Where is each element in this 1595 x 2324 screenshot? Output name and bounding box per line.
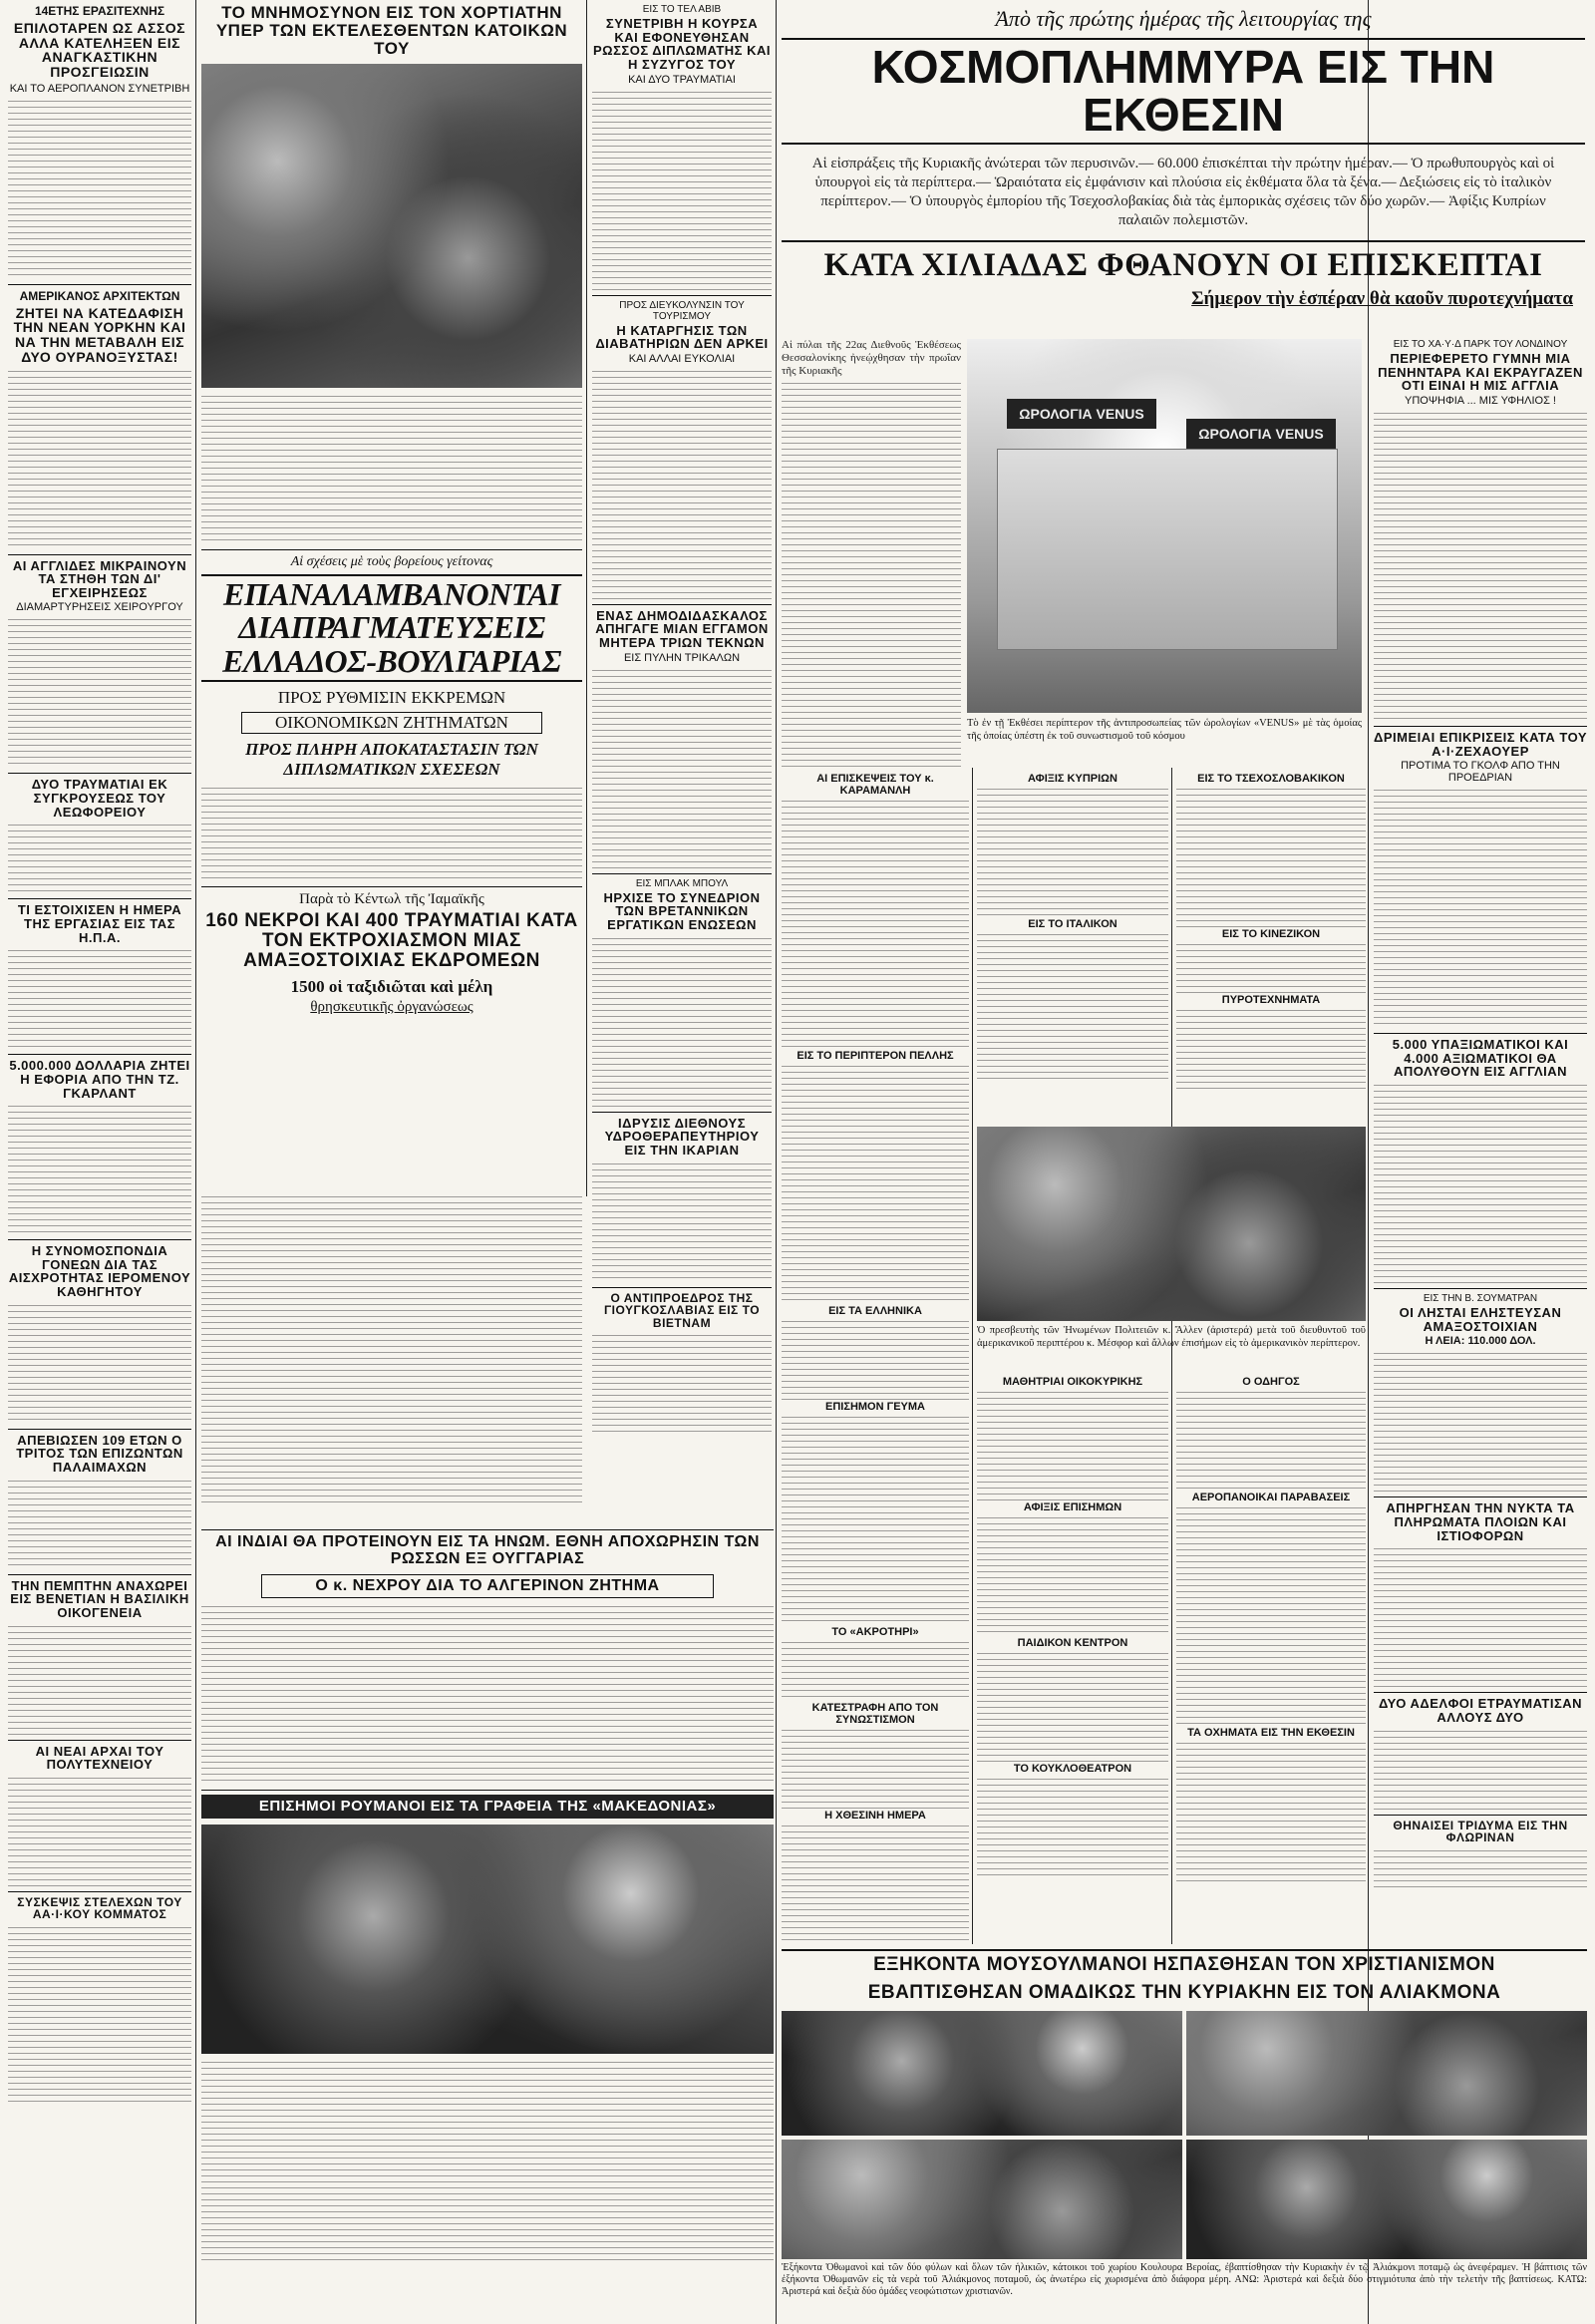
article-body	[592, 670, 772, 869]
baptism-photo	[782, 2011, 1182, 2136]
article-body	[8, 371, 191, 550]
article-body	[201, 1196, 582, 1505]
story-subheadline: ΠΡΟΣ ΡΥΘΜΙΣΙΝ ΕΚΚΡΕΜΩΝ	[277, 688, 506, 708]
venus-pavilion-photo	[967, 339, 1362, 713]
story-subheadline: ΕΙΣ ΠΥΛΗΝ ΤΡΙΚΑΛΩΝ	[623, 651, 741, 664]
story-headline: ΣΥΝΕΤΡΙΒΗ Η ΚΟΥΡΣΑ ΚΑΙ ΕΦΟΝΕΥΘΗΣΑΝ ΡΩΣΣΟΣ ΔΙΠΛΩΜΑΤΗΣ ΚΑΙ Η ΣΥΖΥΓΟΣ ΤΟΥ	[593, 16, 771, 72]
section-header: ΕΙΣ ΤΑ ΕΛΛΗΝΙΚΑ	[828, 1305, 922, 1317]
article-body	[1374, 413, 1587, 722]
article-body	[8, 1626, 191, 1736]
jamaica-body	[201, 1196, 582, 1515]
section-header: ΕΙΣ ΤΟ ΠΕΡΙΠΤΕΡΟΝ ΠΕΛΛΗΣ	[797, 1050, 954, 1062]
article-body	[201, 396, 582, 545]
lead-text: Αἱ πύλαι τῆς 22ας Διεθνοῦς Ἐκθέσεως Θεσσαλονίκης ἠνεῴχθησαν τὴν πρωΐαν τῆς Κυριακῆς	[782, 339, 961, 378]
story-headline: 5.000 ΥΠΑΞΙΩΜΑΤΙΚΟΙ ΚΑΙ 4.000 ΑΞΙΩΜΑΤΙΚΟΙ ΘΑ ΑΠΟΛΥΘΟΥΝ ΕΙΣ ΑΓΓΛΙΑΝ	[1392, 1037, 1569, 1080]
ambassador-photo-block	[977, 1127, 1366, 1366]
article-body	[592, 1335, 772, 1435]
story-subheadline: ΔΙΑΜΑΡΤΥΡΗΣΕΙΣ ΧΕΙΡΟΥΡΓΟΥ	[16, 601, 183, 614]
story-subheadline: ΠΡΟΣ ΠΛΗΡΗ ΑΠΟΚΑΤΑΣΤΑΣΙΝ ΤΩΝ ΔΙΠΛΩΜΑΤΙΚΩΝ ΣΧΕΣΕΩΝ	[245, 740, 538, 780]
story-subheadline: ΠΡΟΤΙΜΑ ΤΟ ΓΚΟΛΦ ΑΠΟ ΤΗΝ ΠΡΟΕΔΡΙΑΝ	[1401, 760, 1560, 785]
article-body	[782, 1642, 969, 1702]
section-header: ΤΟ «ΑΚΡΟΤΗΡΙ»	[831, 1626, 919, 1638]
photo-caption: Ἐξήκοντα Ὀθωμανοὶ καὶ τῶν δύο φύλων καὶ ὅλων τῶν ἡλικιῶν, κάτοικοι τοῦ χωρίου Κουλουρα Βεροίας, ἐβαπτίσθησαν τὴν Κυριακὴν ἐν τῷ Ἀλιάκμονι ποταμῷ ὡς ἀνεφέραμεν. Ἡ βάπτισις τῶν ἐξήκοντα Ὀθωμανῶν εἰς τὰ νερὰ τοῦ Ἀλιάκμονος ποταμοῦ, ὡς ἀνωτέρω εἰς χωρισμένα ἀπὸ διάφορα μέρη. ΑΝΩ: Ἀριστερά καὶ δεξιὰ δύο στιγμιότυπα ἀπὸ τὴν τελετὴν τῆς βαπτίσεως. ΚΑΤΩ: Ἀριστερά καὶ δεξιὰ δύο ὁμάδες νεοφώτιστων χριστιανῶν.	[782, 2261, 1587, 2297]
article-body	[8, 619, 191, 769]
story-headline: 5.000.000 ΔΟΛΛΑΡΙΑ ΖΗΤΕΙ Η ΕΦΟΡΙΑ ΑΠΟ ΤΗΝ ΤΖ. ΓΚΑΡΛΑΝΤ	[9, 1058, 190, 1101]
story-kicker: ΠΡΟΣ ΔΙΕΥΚΟΛΥΝΣΙΝ ΤΟΥ ΤΟΥΡΙΣΜΟΥ	[619, 299, 745, 322]
article-body	[1374, 1085, 1587, 1284]
story-subheadline: ΚΑΙ ΤΟ ΑΕΡΟΠΛΑΝΟΝ ΣΥΝΕΤΡΙΒΗ	[9, 82, 190, 95]
article-body	[592, 371, 772, 600]
story-headline: ΠΕΡΙΕΦΕΡΕΤΟ ΓΥΜΝΗ ΜΙΑ ΠΕΝΗΝΤΑΡΑ ΚΑΙ ΕΚΡΑΥΓΑΖΕΝ ΟΤΙ ΕΙΝΑΙ Η ΜΙΣ ΑΓΓΛΙΑ	[1378, 351, 1583, 394]
article-body	[8, 950, 191, 1050]
story-headline: ΣΥΣΚΕΨΙΣ ΣΤΕΛΕΧΩΝ ΤΟΥ ΑΑ·Ι·ΚΟΥ ΚΟΜΜΑΤΟΣ	[17, 1894, 182, 1922]
section-header: ΠΥΡΟΤΕΧΝΗΜΑΤΑ	[1221, 994, 1321, 1006]
second-column-top	[201, 4, 582, 1200]
baptism-photo	[1186, 2011, 1587, 2136]
baptism-photo	[1186, 2140, 1587, 2259]
story-headline: Η ΚΑΤΑΡΓΗΣΙΣ ΤΩΝ ΔΙΑΒΑΤΗΡΙΩΝ ΔΕΝ ΑΡΚΕΙ	[595, 322, 769, 352]
story-kicker: ΕΙΣ ΜΠΛΑΚ ΜΠΟΥΛ	[635, 877, 729, 889]
story-kicker: ΑΜΕΡΙΚΑΝΟΣ ΑΡΧΙΤΕΚΤΩΝ	[19, 288, 180, 303]
column-rule	[972, 768, 973, 1944]
story-subheadline: Η ΛΕΙΑ: 110.000 ΔΟΛ.	[1425, 1335, 1536, 1348]
section-header: ΜΑΘΗΤΡΙΑΙ ΟΙΚΟΚΥΡΙΚΗΣ	[1002, 1376, 1143, 1388]
venus-sign: ΩΡΟΛΟΓΙΑ VENUS	[1007, 399, 1156, 429]
article-body	[592, 92, 772, 291]
story-subheadline: ΟΙΚΟΝΟΜΙΚΩΝ ΖΗΤΗΜΑΤΩΝ	[241, 712, 542, 734]
section-header: ΑΦΙΞΙΣ ΕΠΙΣΗΜΩΝ	[1023, 1501, 1122, 1513]
article-body	[977, 789, 1168, 918]
story-kicker: ΕΙΣ ΤΟ ΧΑ·Υ·Δ ΠΑΡΚ ΤΟΥ ΛΟΝΔΙΝΟΥ	[1393, 339, 1568, 350]
section-header: ΑΕΡΟΠΑΝΟΙΚΑΙ ΠΑΡΑΒΑΣΕΙΣ	[1191, 1492, 1351, 1503]
section-header: ΕΙΣ ΤΟ ΙΤΑΛΙΚΟΝ	[1028, 918, 1117, 930]
article-body	[1374, 1548, 1587, 1688]
second-headline: ΚΑΤΑ ΧΙΛΙΑΔΑΣ ΦΘΑΝΟΥΝ ΟΙ ΕΠΙΣΚΕΠΤΑΙ	[823, 246, 1543, 283]
story-headline: ΤΟ ΜΝΗΜΟΣΥΝΟΝ ΕΙΣ ΤΟΝ ΧΟΡΤΙΑΤΗΝ ΥΠΕΡ ΤΩΝ ΕΚΤΕΛΕΣΘΕΝΤΩΝ ΚΑΤΟΙΚΩΝ ΤΟΥ	[215, 4, 568, 58]
article-body	[1374, 1850, 1587, 1890]
section-header: ΤΑ ΟΧΗΜΑΤΑ ΕΙΣ ΤΗΝ ΕΚΘΕΣΙΝ	[1187, 1727, 1355, 1739]
baptism-photo	[782, 2140, 1182, 2259]
left-column	[8, 4, 191, 2317]
article-body	[1176, 944, 1366, 994]
fair-column-2b	[977, 1376, 1168, 1944]
fair-column-3b	[1176, 1376, 1366, 1944]
article-body	[977, 1392, 1168, 1501]
main-kicker: Ἀπὸ τῆς πρώτης ἡμέρας τῆς λειτουργίας της	[995, 6, 1372, 31]
article-body	[8, 1481, 191, 1570]
article-body	[977, 934, 1168, 1084]
story-headline: ΟΙ ΛΗΣΤΑΙ ΕΛΗΣΤΕΥΣΑΝ ΑΜΑΞΟΣΤΟΙΧΙΑΝ	[1399, 1305, 1562, 1334]
right-column	[1374, 339, 1587, 1944]
story-headline: ΕΝΑΣ ΔΗΜΟΔΙΔΑΣΚΑΛΟΣ ΑΠΗΓΑΓΕ ΜΙΑΝ ΕΓΓΑΜΟΝ ΜΗΤΕΡΑ ΤΡΙΩΝ ΤΕΚΝΩΝ	[595, 607, 769, 651]
article-body	[1374, 1731, 1587, 1811]
article-body	[8, 1927, 191, 2107]
story-headline: ΤΗΝ ΠΕΜΠΤΗΝ ΑΝΑΧΩΡΕΙ ΕΙΣ ΒΕΝΕΤΙΑΝ Η ΒΑΣΙΛΙΚΗ ΟΙΚΟΓΕΝΕΙΑ	[10, 1577, 189, 1620]
article-body	[8, 1305, 191, 1425]
article-body	[977, 1517, 1168, 1637]
story-kicker: ΕΙΣ ΤΗΝ Β. ΣΟΥΜΑΤΡΑΝ	[1423, 1293, 1538, 1305]
story-subheadline: 1500 οἱ ταξιδιῶται καὶ μέλη	[290, 977, 493, 997]
second-column-bottom	[201, 1525, 774, 2313]
main-headline: ΕΠΑΝΑΛΑΜΒΑΝΟΝΤΑΙ ΔΙΑΠΡΑΓΜΑΤΕΥΣΕΙΣ ΕΛΛΑΔΟΣ-ΒΟΥΛΓΑΡΙΑΣ	[222, 575, 561, 679]
article-body	[782, 1321, 969, 1401]
story-headline: ΙΔΡΥΣΙΣ ΔΙΕΘΝΟΥΣ ΥΔΡΟΘΕΡΑΠΕΥΤΗΡΙΟΥ ΕΙΣ ΤΗΝ ΙΚΑΡΙΑΝ	[604, 1115, 760, 1158]
story-headline: ΑΠΕΒΙΩΣΕΝ 109 ΕΤΩΝ Ο ΤΡΙΤΟΣ ΤΩΝ ΕΠΙΖΩΝΤΩΝ ΠΑΛΑΙΜΑΧΩΝ	[16, 1432, 183, 1476]
article-body	[782, 383, 961, 768]
story-headline: ΕΒΑΠΤΙΣΘΗΣΑΝ ΟΜΑΔΙΚΩΣ ΤΗΝ ΚΥΡΙΑΚΗΝ ΕΙΣ ΤΟΝ ΑΛΙΑΚΜΟΝΑ	[867, 1981, 1501, 2003]
story-headline: ΕΠΙΛΟΤΑΡΕΝ ΩΣ ΑΣΣΟΣ ΑΛΛΑ ΚΑΤΕΛΗΞΕΝ ΕΙΣ ΑΝΑΓΚΑΣΤΙΚΗΝ ΠΡΟΣΓΕΙΩΣΙΝ	[13, 20, 186, 81]
story-kicker: ΕΙΣ ΤΟ ΤΕΛ ΑΒΙΒ	[642, 4, 722, 15]
lead-story	[782, 339, 961, 768]
romanian-visitors-photo	[201, 1825, 774, 2054]
story-headline: ΔΡΙΜΕΙΑΙ ΕΠΙΚΡΙΣΕΙΣ ΚΑΤΑ ΤΟΥ Α·Ι·ΖΕΧΑΟΥΕΡ	[1374, 729, 1587, 759]
article-body	[201, 2062, 774, 2261]
main-headline: 160 ΝΕΚΡΟΙ ΚΑΙ 400 ΤΡΑΥΜΑΤΙΑΙ ΚΑΤΑ ΤΟΝ ΕΚΤΡΟΧΙΑΣΜΟΝ ΜΙΑΣ ΑΜΑΞΟΣΤΟΙΧΙΑΣ ΕΚΔΡΟΜΕΩΝ	[205, 910, 578, 972]
venus-photo-block	[967, 339, 1362, 768]
fair-column-1	[782, 773, 969, 1944]
story-subheadline: ΚΑΙ ΔΥΟ ΤΡΑΥΜΑΤΙΑΙ	[628, 73, 736, 86]
section-header: ΕΠΙΣΗΜΟΝ ΓΕΥΜΑ	[825, 1401, 925, 1413]
column-rule	[195, 0, 196, 2324]
third-column	[592, 4, 772, 1519]
article-body	[592, 1163, 772, 1283]
section-header: ΑΙ ΕΠΙΣΚΕΨΕΙΣ ΤΟΥ κ. ΚΑΡΑΜΑΝΛΗ	[816, 773, 934, 797]
story-subheadline: θρησκευτικῆς ὀργανώσεως	[310, 999, 474, 1016]
column-rule	[776, 0, 777, 2324]
article-body	[1176, 1507, 1366, 1727]
section-header: ΑΦΙΞΙΣ ΚΥΠΡΙΩΝ	[1028, 773, 1117, 785]
story-headline: ΑΙ ΙΝΔΙΑΙ ΘΑ ΠΡΟΤΕΙΝΟΥΝ ΕΙΣ ΤΑ ΗΝΩΜ. ΕΘΝΗ ΑΠΟΧΩΡΗΣΙΝ ΤΩΝ ΡΩΣΣΩΝ ΕΞ ΟΥΓΓΑΡΙΑΣ	[215, 1533, 760, 1567]
story-headline: ΕΞΗΚΟΝΤΑ ΜΟΥΣΟΥΛΜΑΝΟΙ ΗΣΠΑΣΘΗΣΑΝ ΤΟΝ ΧΡΙΣΤΙΑΝΙΣΜΟΝ	[873, 1954, 1495, 1975]
article-body	[1374, 790, 1587, 1029]
story-subheadline: ΥΠΟΨΗΦΙΑ ... ΜΙΣ ΥΦΗΛΙΟΣ !	[1404, 394, 1556, 407]
article-body	[977, 1779, 1168, 1878]
column-rule	[586, 0, 587, 1196]
story-kicker: Αἱ σχέσεις μὲ τοὺς βορείους γείτονας	[290, 553, 493, 569]
article-body	[782, 1417, 969, 1626]
story-kicker: Παρὰ τὸ Κέντωλ τῆς Ἰαμαϊκῆς	[299, 891, 484, 908]
article-body	[201, 1606, 774, 1786]
second-deck: Σήμερον τὴν ἑσπέραν θὰ καοῦν πυροτεχνήματα	[1191, 288, 1573, 310]
article-body	[1176, 1392, 1366, 1492]
photo-caption: Ὁ πρεσβευτὴς τῶν Ἡνωμένων Πολιτειῶν κ. Ἄλλεν (ἀριστερά) μετὰ τοῦ διευθυντοῦ τοῦ ἀμερικανικοῦ περιπτέρου κ. Μέσφορ καὶ ἄλλων ἐπισήμων εἰς τὸ ἀμερικανικὸν περίπτερον.	[977, 1325, 1366, 1349]
story-headline: ΑΠΗΡΓΗΣΑΝ ΤΗΝ ΝΥΚΤΑ ΤΑ ΠΛΗΡΩΜΑΤΑ ΠΛΟΙΩΝ ΚΑΙ ΙΣΤΙΟΦΟΡΩΝ	[1386, 1500, 1575, 1543]
article-body	[201, 788, 582, 882]
article-body	[1176, 1743, 1366, 1882]
memorial-photo	[201, 64, 582, 388]
article-body	[977, 1653, 1168, 1763]
article-body	[8, 1106, 191, 1235]
story-headline: ΔΥΟ ΤΡΑΥΜΑΤΙΑΙ ΕΚ ΣΥΓΚΡΟΥΣΕΩΣ ΤΟΥ ΛΕΩΦΟΡΕΙΟΥ	[31, 777, 168, 820]
story-headline: ΗΡΧΙΣΕ ΤΟ ΣΥΝΕΔΡΙΟΝ ΤΩΝ ΒΡΕΤΑΝΝΙΚΩΝ ΕΡΓΑΤΙΚΩΝ ΕΝΩΣΕΩΝ	[603, 889, 761, 933]
section-header: ΕΙΣ ΤΟ ΤΣΕΧΟΣΛΟΒΑΚΙΚΟΝ	[1197, 773, 1345, 785]
story-subheadline: Ο κ. ΝΕΧΡΟΥ ΔΙΑ ΤΟ ΑΛΓΕΡΙΝΟΝ ΖΗΤΗΜΑ	[261, 1574, 714, 1599]
article-body	[8, 1778, 191, 1887]
main-story-header	[782, 6, 1585, 330]
story-headline: Η ΣΥΝΟΜΟΣΠΟΝΔΙΑ ΓΟΝΕΩΝ ΔΙΑ ΤΑΣ ΑΙΣΧΡΟΤΗΤΑΣ ΙΕΡΟΜΕΝΟΥ ΚΑΘΗΓΗΤΟΥ	[8, 1243, 191, 1300]
section-header: ΤΟ ΚΟΥΚΛΟΘΕΑΤΡΟΝ	[1013, 1763, 1132, 1775]
story-headline: Ο ΑΝΤΙΠΡΟΕΔΡΟΣ ΤΗΣ ΓΙΟΥΓΚΟΣΛΑΒΙΑΣ ΕΙΣ ΤΟ ΒΙΕΤΝΑΜ	[603, 1290, 761, 1330]
article-body	[782, 1826, 969, 1944]
article-body	[782, 1066, 969, 1305]
article-body	[592, 938, 772, 1108]
baptism-story	[782, 1949, 1587, 2318]
section-header: ΕΙΣ ΤΟ ΚΙΝΕΖΙΚΟΝ	[1221, 928, 1321, 940]
section-header: ΠΑΙΔΙΚΟΝ ΚΕΝΤΡΟΝ	[1017, 1637, 1128, 1649]
section-header: ΚΑΤΕΣΤΡΑΦΗ ΑΠΟ ΤΟΝ ΣΥΝΩΣΤΙΣΜΟΝ	[811, 1702, 939, 1726]
main-headline: ΚΟΣΜΟΠΛΗΜΜΥΡΑ ΕΙΣ ΤΗΝ ΕΚΘΕΣΙΝ	[871, 41, 1495, 142]
article-body	[1176, 789, 1366, 928]
story-headline: ΖΗΤΕΙ ΝΑ ΚΑΤΕΔΑΦΙΣΗ ΤΗΝ ΝΕΑΝ ΥΟΡΚΗΝ ΚΑΙ ΝΑ ΤΗΝ ΜΕΤΑΒΑΛΗ ΕΙΣ ΔΥΟ ΟΥΡΑΝΟΞΥΣΤΑΣ!	[13, 304, 186, 365]
story-headline: ΑΙ ΝΕΑΙ ΑΡΧΑΙ ΤΟΥ ΠΟΛΥΤΕΧΝΕΙΟΥ	[35, 1743, 164, 1773]
article-body	[782, 801, 969, 1050]
story-headline: ΑΙ ΑΓΓΛΙΔΕΣ ΜΙΚΡΑΙΝΟΥΝ ΤΑ ΣΤΗΘΗ ΤΩΝ ΔΙ' ΕΓΧΕΙΡΗΣΕΩΣ	[12, 557, 187, 600]
section-header: Ο ΟΔΗΓΟΣ	[1242, 1376, 1300, 1388]
article-body	[8, 101, 191, 280]
story-headline: ΔΥΟ ΑΔΕΛΦΟΙ ΕΤΡΑΥΜΑΤΙΣΑΝ ΑΛΛΟΥΣ ΔΥΟ	[1378, 1696, 1583, 1725]
photo-caption: Τὸ ἐν τῇ Ἐκθέσει περίπτερον τῆς ἀντιπροσωπείας τῶν ὡρολογίων «VENUS» μὲ τὰς ὁμοίας τῆς ὁποίας ὑπέστη ἐκ τοῦ συνωστισμοῦ τοῦ κόσμου	[967, 718, 1362, 742]
section-header: Η ΧΘΕΣΙΝΗ ΗΜΕΡΑ	[824, 1810, 926, 1822]
venus-sign: ΩΡΟΛΟΓΙΑ VENUS	[1186, 419, 1336, 449]
story-headline: ΘΗΝΑΙΣΕΙ ΤΡΙΔΥΜΑ ΕΙΣ ΤΗΝ ΦΛΩΡΙΝΑΝ	[1393, 1818, 1568, 1845]
ambassador-photo	[977, 1127, 1366, 1321]
article-body	[8, 825, 191, 894]
story-kicker: 14ΕΤΗΣ ΕΡΑΣΙΤΕΧΝΗΣ	[34, 4, 165, 18]
story-headline: ΤΙ ΕΣΤΟΙΧΙΣΕΝ Η ΗΜΕΡΑ ΤΗΣ ΕΡΓΑΣΙΑΣ ΕΙΣ ΤΑΣ Η.Π.Α.	[17, 902, 182, 945]
main-deck: Αἱ εἰσπράξεις τῆς Κυριακῆς ἀνώτεραι τῶν περυσινῶν.— 60.000 ἐπισκέπται τὴν πρώτην ἡμέραν.— Ὁ πρωθυπουργὸς καὶ οἱ ὑπουργοὶ εἰς τὰ περίπτερα.— Ὡραιότατα εἰς ἐμφάνισιν καὶ πλούσια εἰς ἐκθέματα ὅλα τὰ ξένα.— Δεξιώσεις εἰς τὸ ἰταλικὸν περίπτερον.— Ὁ ὑπουργὸς ἐμπορίου τῆς Τσεχοσλοβακίας διὰ τὰς ἐμπορικὰς σχέσεις τῶν δύο χωρῶν.— Ἀφίξις Κυπρίων παλαιῶν πολεμιστῶν.	[811, 155, 1555, 228]
article-body	[1374, 1353, 1587, 1493]
article-body	[1176, 1010, 1366, 1090]
article-body	[782, 1730, 969, 1810]
story-subheadline: ΚΑΙ ΑΛΛΑΙ ΕΥΚΟΛΙΑΙ	[628, 352, 736, 365]
story-headline: ΕΠΙΣΗΜΟΙ ΡΟΥΜΑΝΟΙ ΕΙΣ ΤΑ ΓΡΑΦΕΙΑ ΤΗΣ «ΜΑΚΕΔΟΝΙΑΣ»	[201, 1795, 774, 1819]
